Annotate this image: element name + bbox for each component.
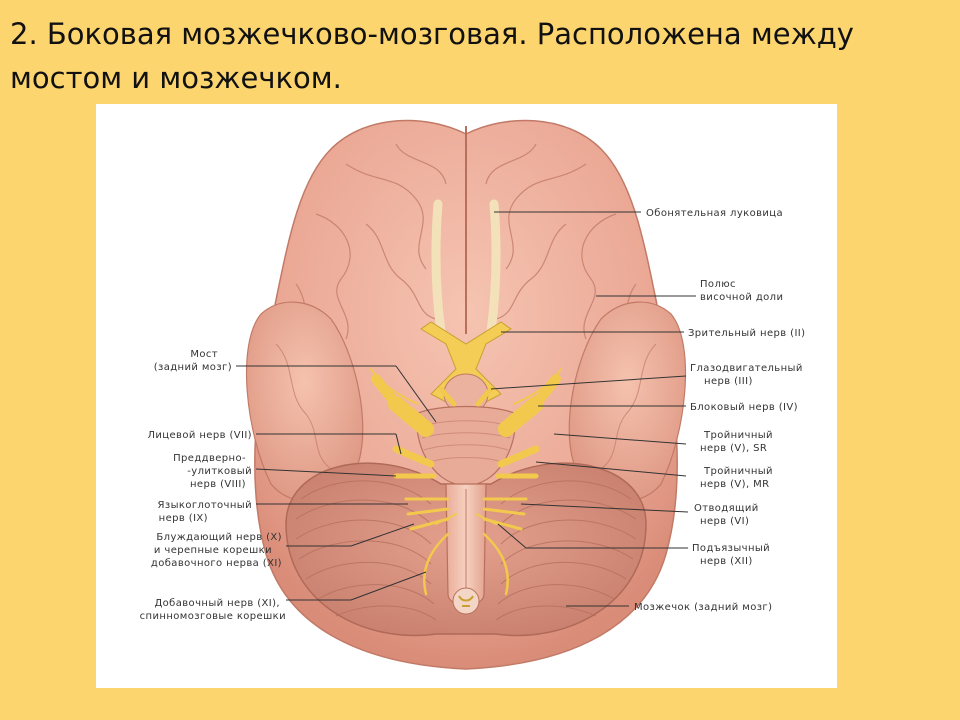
label-facial: Лицевой нерв (VII): [147, 430, 252, 441]
label-trigeminal-mr-line2: нерв (V), MR: [700, 479, 770, 490]
label-trochlear: Блоковый нерв (IV): [690, 402, 798, 413]
label-glossopharyngeal-line2: нерв (IX): [158, 513, 208, 524]
label-abducens-line1: Отводящий: [694, 503, 759, 514]
label-pons-line1: Мост: [190, 349, 218, 360]
slide-title-line2: мостом и мозжечком.: [10, 61, 342, 95]
label-vestibulocochlear-line3: нерв (VIII): [189, 479, 246, 490]
label-vagus-line3: добавочного нерва (XI): [150, 558, 282, 569]
slide-title-line1: 2. Боковая мозжечково-мозговая. Расположена между: [10, 17, 854, 51]
label-oculomotor-line1: Глазодвигательный: [690, 363, 803, 374]
label-temporal-pole-line1: Полюс: [700, 279, 736, 290]
label-trigeminal-sr-line1: Тройничный: [704, 430, 773, 441]
brain-base-illustration: [96, 104, 837, 688]
label-glossopharyngeal-line1: Языкоглоточный: [157, 500, 252, 511]
label-trigeminal-mr-line1: Тройничный: [704, 466, 773, 477]
slide-title: [10, 12, 950, 100]
label-trigeminal-sr-line2: нерв (V), SR: [700, 443, 768, 454]
label-optic-nerve: Зрительный нерв (II): [688, 328, 806, 339]
label-abducens-line2: нерв (VI): [700, 516, 750, 527]
label-accessory-line2: спинномозговые корешки: [139, 611, 286, 622]
label-temporal-pole-line2: височной доли: [700, 292, 784, 303]
label-vagus-line1: Блуждающий нерв (X): [156, 532, 282, 543]
label-vestibulocochlear-line1: Преддверно-: [173, 453, 246, 464]
label-olfactory-bulb: Обонятельная луковица: [646, 208, 784, 219]
label-oculomotor-line2: нерв (III): [704, 376, 753, 387]
label-hypoglossal-line2: нерв (XII): [700, 556, 753, 567]
brain-diagram-figure: [96, 104, 837, 688]
label-vestibulocochlear-line2: -улитковый: [187, 466, 252, 477]
label-accessory-line1: Добавочный нерв (XI),: [154, 598, 280, 609]
label-pons-line2: (задний мозг): [153, 362, 232, 373]
label-vagus-line2: и черепные корешки: [153, 545, 272, 556]
label-cerebellum: Мозжечок (задний мозг): [634, 602, 773, 613]
label-hypoglossal-line1: Подъязычный: [692, 543, 771, 554]
